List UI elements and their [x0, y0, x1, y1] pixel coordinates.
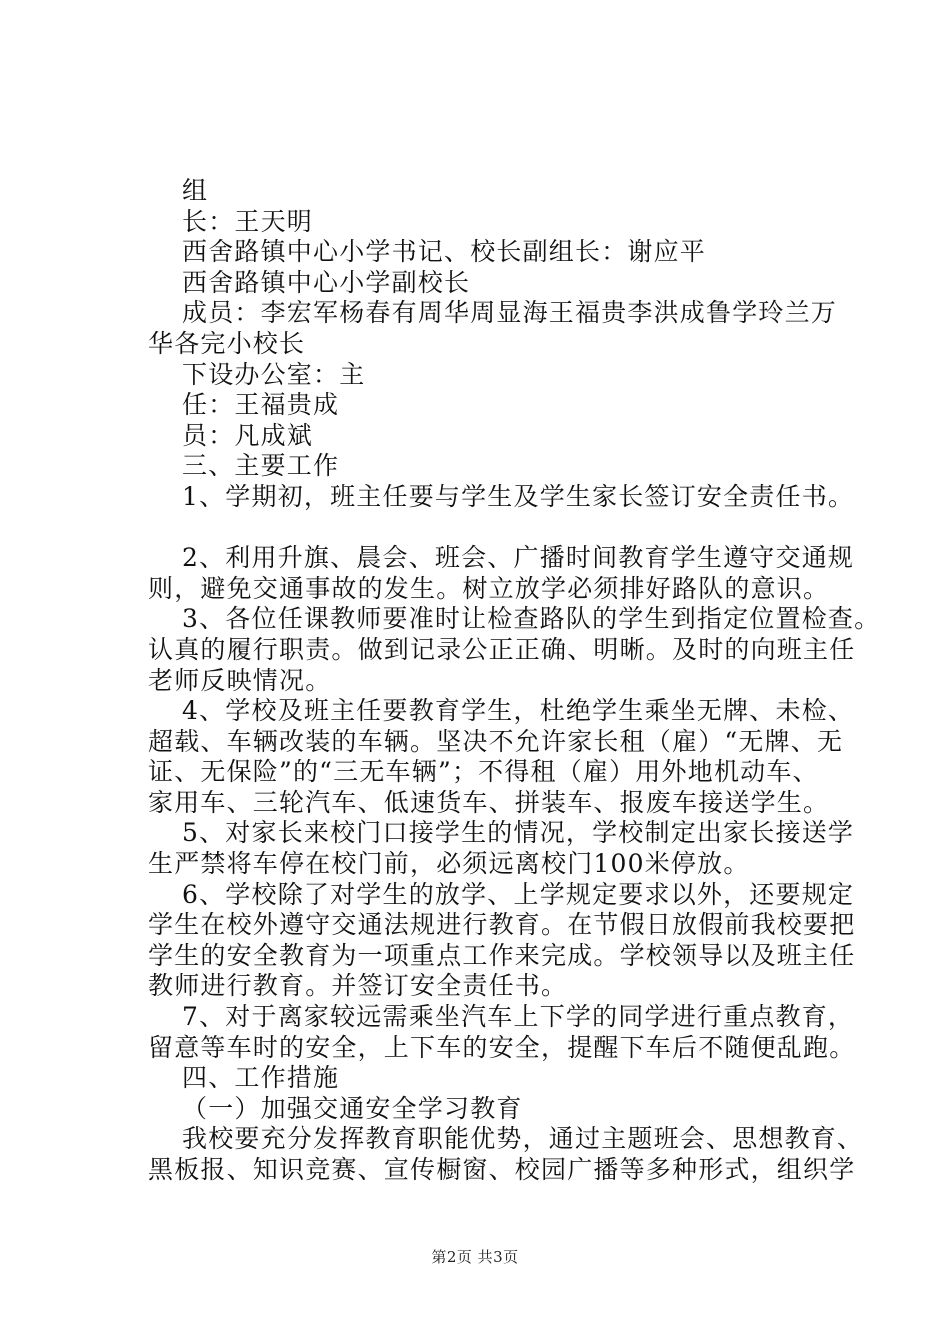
text-line: 西舍路镇中心小学书记、校长副组长：谢应平 — [182, 237, 707, 267]
text-line: 3、各位任课教师要准时让检查路队的学生到指定位置检查。 — [182, 604, 881, 634]
text-line: 1、学期初，班主任要与学生及学生家长签订安全责任书。 — [182, 481, 855, 511]
text-line: 我校要充分发挥教育职能优势，通过主题班会、思想教育、 — [182, 1124, 864, 1154]
text-line: 学生在校外遵守交通法规进行教育。在节假日放假前我校要把 — [148, 910, 856, 940]
text-line: 2、利用升旗、晨会、班会、广播时间教育学生遵守交通规 — [182, 543, 855, 573]
text-line: 教师进行教育。并签订安全责任书。 — [148, 971, 568, 1001]
text-line: 家用车、三轮汽车、低速货车、拼装车、报废车接送学生。 — [148, 787, 830, 817]
text-line: 证、无保险”的“三无车辆”；不得租（雇）用外地机动车、 — [148, 757, 819, 787]
text-line: 6、学校除了对学生的放学、上学规定要求以外，还要规定 — [182, 879, 855, 909]
text-line: 成员：李宏军杨春有周华周显海王福贵李洪成鲁学玲兰万 — [182, 298, 838, 328]
text-line: 认真的履行职责。做到记录公正正确、明晰。及时的向班主任 — [148, 634, 856, 664]
text-line: 西舍路镇中心小学副校长 — [182, 267, 471, 297]
text-line: （一）加强交通安全学习教育 — [182, 1093, 523, 1123]
text-line: 三、主要工作 — [182, 451, 340, 481]
text-line: 学生的安全教育为一项重点工作来完成。学校领导以及班主任 — [148, 940, 856, 970]
text-line: 5、对家长来校门口接学生的情况，学校制定出家长接送学 — [182, 818, 855, 848]
text-line: 老师反映情况。 — [148, 665, 332, 695]
text-line: 留意等车时的安全，上下车的安全，提醒下车后不随便乱跑。 — [148, 1032, 856, 1062]
text-line: 员：凡成斌 — [182, 420, 314, 450]
text-line: 黑板报、知识竞赛、宣传橱窗、校园广播等多种形式，组织学 — [148, 1155, 856, 1184]
text-line: 下设办公室：主 — [182, 359, 366, 389]
text-line: 生严禁将车停在校门前，必须远离校门100米停放。 — [148, 849, 750, 879]
document-body — [148, 176, 881, 1186]
text-line: 超载、车辆改装的车辆。坚决不允许家长租（雇）“无牌、无 — [148, 726, 844, 756]
text-line: 任：王福贵成 — [182, 390, 340, 420]
text-line: 四、工作措施 — [182, 1063, 340, 1093]
page-footer: 第2页 共3页 — [431, 1248, 519, 1266]
text-line: 长：王天明 — [182, 206, 314, 236]
text-line: 4、学校及班主任要教育学生，杜绝学生乘坐无牌、未检、 — [182, 696, 855, 726]
blank-line — [148, 513, 838, 544]
text-line: 则，避免交通事故的发生。树立放学必须排好路队的意识。 — [148, 573, 830, 603]
text-line: 组 — [182, 176, 209, 205]
text-line: 华各完小校长 — [148, 328, 306, 358]
text-line: 7、对于离家较远需乘坐汽车上下学的同学进行重点教育， — [182, 1002, 855, 1032]
